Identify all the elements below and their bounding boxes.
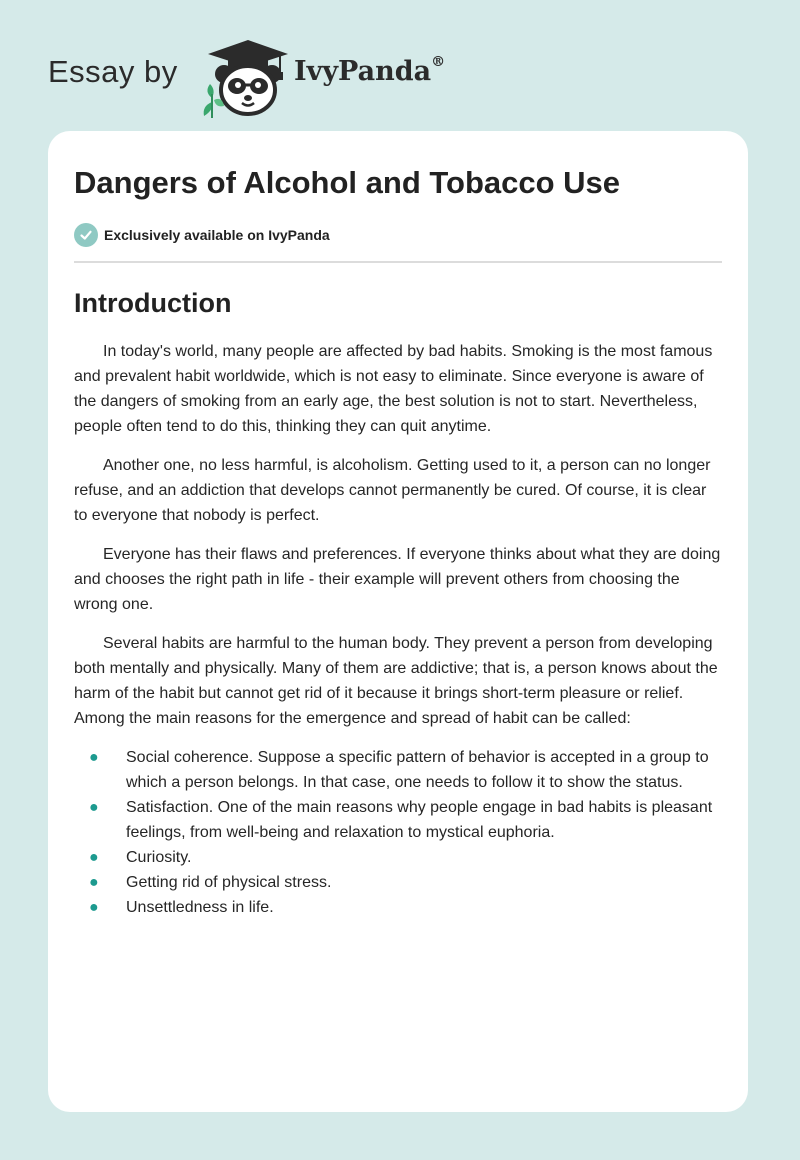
- reasons-list: [74, 745, 724, 920]
- panda-logo-icon[interactable]: [202, 36, 294, 118]
- list-item-text: Getting rid of physical stress.: [126, 874, 332, 891]
- list-item: [74, 745, 724, 795]
- list-item: [74, 795, 724, 845]
- list-item-text: Satisfaction. One of the main reasons why people engage in bad habits is pleasant feelings, from well-being and relaxation to mystical euphoria.: [126, 799, 713, 841]
- site-header: [48, 30, 752, 120]
- brand-text: IvyPanda: [294, 56, 432, 87]
- paragraph: Another one, no less harmful, is alcoholism. Getting used to it, a person can no longer refuse, and an addiction that develops cannot permanently be cured. Of course, it is clear to everyone that nobody is perfect.: [74, 457, 711, 524]
- list-item: [74, 895, 724, 920]
- title-divider: [74, 261, 722, 263]
- list-item-text: Social coherence. Suppose a specific pattern of behavior is accepted in a group to which a person belongs. In that case, one needs to follow it to show the status.: [126, 749, 709, 791]
- section-heading: Introduction: [74, 288, 232, 318]
- bullet-dot-icon: ●: [89, 849, 99, 866]
- list-item-text: Curiosity.: [126, 849, 192, 866]
- exclusive-badge: [74, 223, 330, 247]
- essay-title: Dangers of Alcohol and Tobacco Use: [74, 165, 621, 200]
- check-circle-icon: [74, 223, 98, 247]
- list-item: [74, 845, 724, 870]
- exclusive-badge-text: Exclusively available on IvyPanda: [104, 227, 330, 243]
- paragraph: Several habits are harmful to the human body. They prevent a person from developing both mentally and physically. Many of them are addictive; that is, a person knows about the harm of the habit but cannot get rid of it because it brings short-term pleasure or relief. Among the main reasons for the emergence and spread of habit can be called:: [74, 635, 718, 727]
- essay-body: [74, 285, 724, 920]
- bullet-dot-icon: ●: [89, 799, 99, 816]
- paragraph: Everyone has their flaws and preferences. If everyone thinks about what they are doing and chooses the right path in life - their example will prevent others from choosing the wrong one.: [74, 546, 721, 613]
- essay-by-label: Essay by: [48, 54, 178, 89]
- registered-mark: ®: [431, 54, 446, 70]
- bullet-dot-icon: ●: [89, 874, 99, 891]
- bullet-dot-icon: ●: [89, 749, 99, 766]
- bullet-dot-icon: ●: [89, 899, 99, 916]
- brand-name[interactable]: [294, 56, 445, 87]
- essay-card: [48, 131, 748, 1112]
- paragraph: In today's world, many people are affected by bad habits. Smoking is the most famous and prevalent habit worldwide, which is not easy to eliminate. Since everyone is aware of the dangers of smoking from an early age, the best solution is not to start. Nevertheless, people often tend to do this, thinking they can quit anytime.: [74, 343, 713, 435]
- list-item: [74, 870, 724, 895]
- list-item-text: Unsettledness in life.: [126, 899, 274, 916]
